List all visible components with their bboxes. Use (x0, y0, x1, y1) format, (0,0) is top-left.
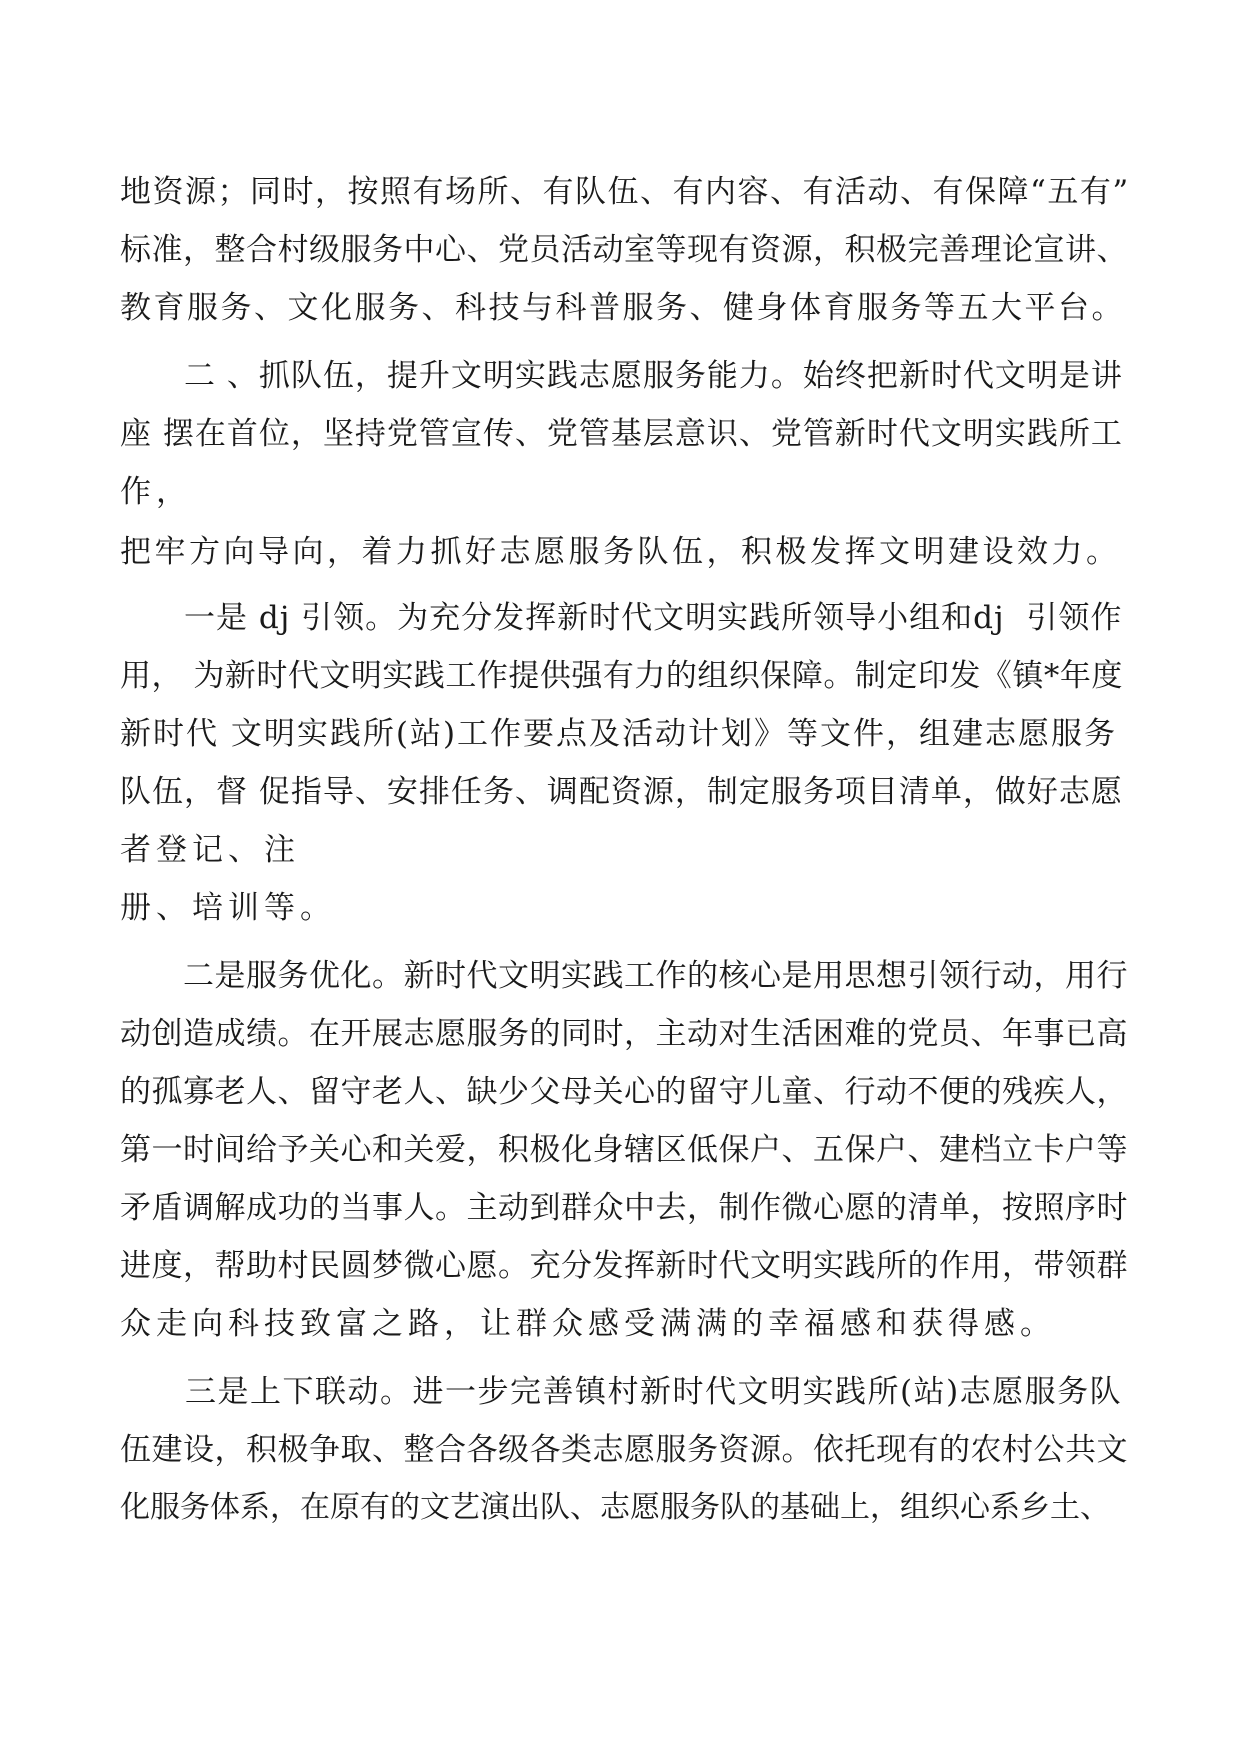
text-line: 新时代 文明实践所(站)工作要点及活动计划》等文件，组建志愿服务 (120, 716, 1118, 752)
text-line: 作， (120, 474, 192, 510)
text-line: 众走向科技致富之路，让群众感受满满的幸福感和获得感。 (120, 1306, 1056, 1342)
text-line: 第一时间给予关心和关爱，积极化身辖区低保户、五保户、建档立卡户等 (120, 1132, 1128, 1168)
text-line: 座 摆在首位，坚持党管宣传、党管基层意识、党管新时代文明实践所工 (120, 416, 1123, 452)
text-line: 册、培训等。 (120, 890, 336, 926)
text-line: 的孤寡老人、留守老人、缺少父母关心的留守儿童、行动不便的残疾人， (120, 1074, 1128, 1110)
text-line: 地资源；同时，按照有场所、有队伍、有内容、有活动、有保障“五有” (120, 174, 1130, 210)
text-line: 用， 为新时代文明实践工作提供强有力的组织保障。制定印发《镇*年度 (120, 658, 1123, 694)
text-line: 者登记、注 (120, 832, 300, 868)
text-line: 矛盾调解成功的当事人。主动到群众中去，制作微心愿的清单，按照序时 (120, 1190, 1128, 1226)
text-line: 队伍，督 促指导、安排任务、调配资源，制定服务项目清单，做好志愿 (120, 774, 1123, 810)
text-line: 二是服务优化。新时代文明实践工作的核心是用思想引领行动，用行 (120, 958, 1128, 994)
text-line: 伍建设，积极争取、整合各级各类志愿服务资源。依托现有的农村公共文 (120, 1432, 1128, 1468)
text-line: 标准，整合村级服务中心、党员活动室等现有资源，积极完善理论宣讲、 (120, 232, 1128, 268)
text-line: 进度，帮助村民圆梦微心愿。充分发挥新时代文明实践所的作用，带领群 (120, 1248, 1128, 1284)
text-line: 三是上下联动。进一步完善镇村新时代文明实践所(站)志愿服务队 (120, 1374, 1123, 1410)
text-line: 动创造成绩。在开展志愿服务的同时，主动对生活困难的党员、年事已高 (120, 1016, 1128, 1052)
text-line: 一是 dj 引领。为充分发挥新时代文明实践所领导小组和dj 引领作 (120, 600, 1123, 636)
text-line: 化服务体系，在原有的文艺演出队、志愿服务队的基础上，组织心系乡土、 (120, 1490, 1110, 1525)
text-line: 教育服务、文化服务、科技与科普服务、健身体育服务等五大平台。 (120, 290, 1125, 326)
text-line: 二 、抓队伍，提升文明实践志愿服务能力。始终把新时代文明是讲 (120, 358, 1123, 394)
text-line: 把牢方向导向，着力抓好志愿服务队伍，积极发挥文明建设效力。 (120, 534, 1121, 570)
